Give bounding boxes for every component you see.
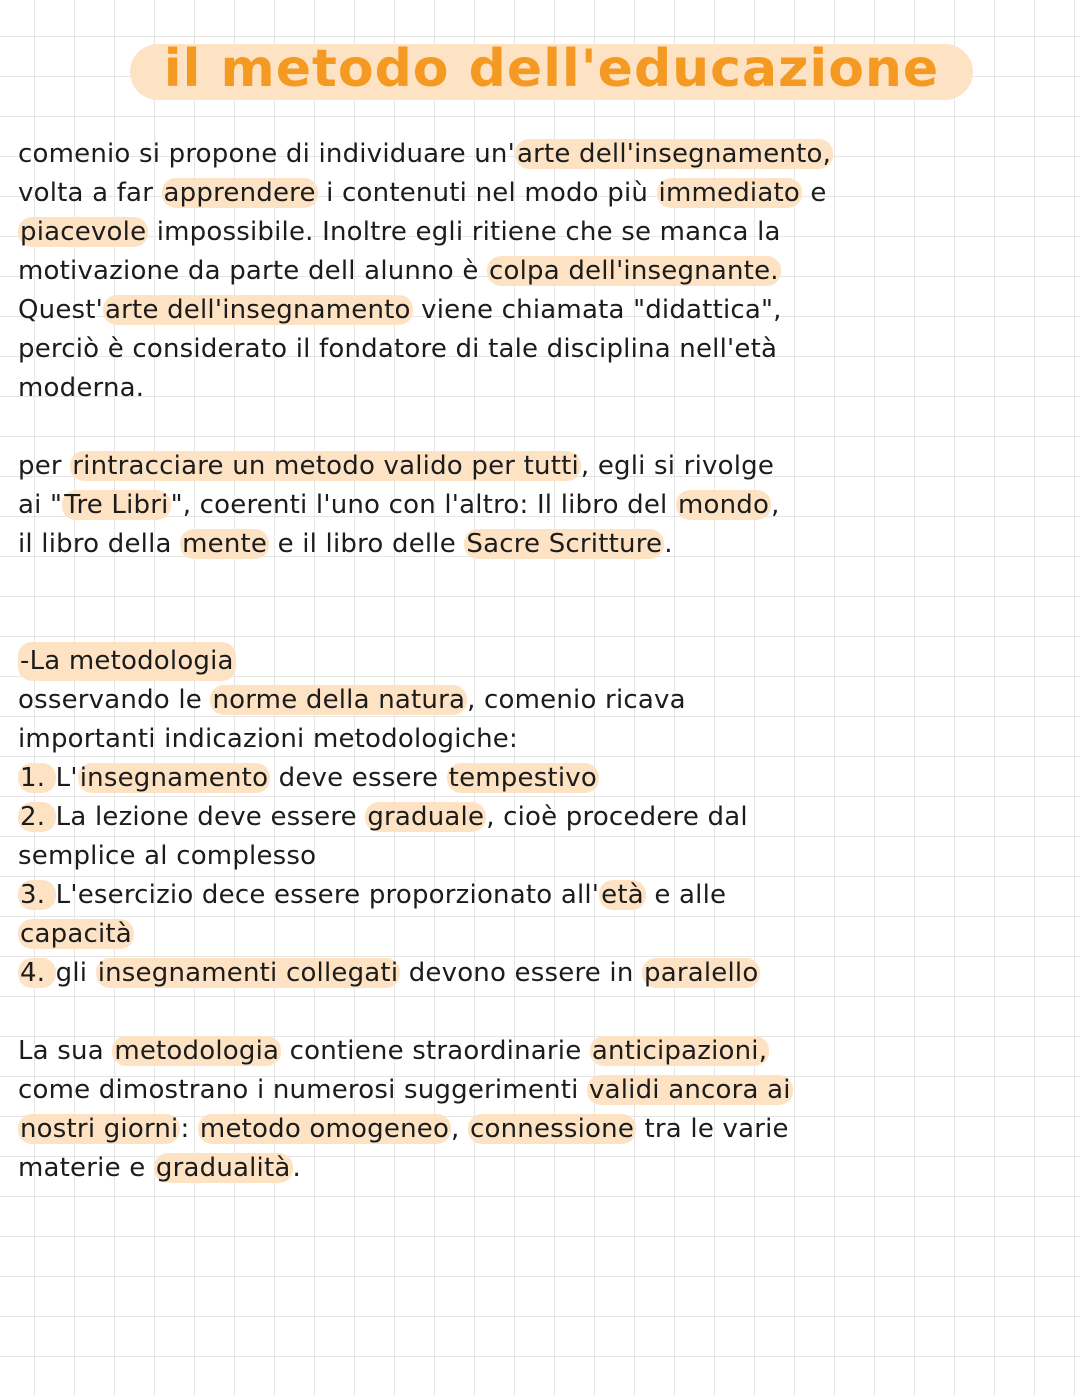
- text-segment: ai ": [18, 490, 63, 520]
- text-segment: gli: [55, 958, 96, 988]
- highlighted-text: insegnamenti collegati: [97, 958, 399, 988]
- text-segment: perciò è considerato il fondatore di tale disciplina nell'età: [18, 334, 778, 364]
- title-banner: [130, 39, 973, 100]
- highlighted-text: apprendere: [163, 178, 316, 208]
- highlighted-text: arte dell'insegnamento: [105, 295, 411, 325]
- text-segment: motivazione da parte dell alunno è: [18, 256, 488, 286]
- text-segment: L'esercizio dece essere proporzionato all': [55, 880, 600, 910]
- text-segment: viene chiamata "didattica",: [412, 295, 782, 325]
- text-line: [18, 837, 1068, 876]
- text-segment: per: [18, 451, 71, 481]
- highlighted-text: Tre Libri: [64, 490, 169, 520]
- text-line: [18, 213, 1068, 252]
- highlighted-text: 1.: [20, 763, 54, 793]
- text-line: [18, 720, 1068, 759]
- page-title: il metodo dell'educazione: [163, 39, 940, 99]
- text-line: [18, 447, 1068, 486]
- text-segment: e il libro delle: [269, 529, 465, 559]
- text-line: [18, 525, 1068, 564]
- text-segment: ", coerenti l'uno con l'altro: Il libro del: [170, 490, 676, 520]
- highlighted-text: mente: [182, 529, 268, 559]
- highlighted-text: rintracciare un metodo valido per tutti: [72, 451, 579, 481]
- metodologia-heading-line: [18, 642, 1068, 681]
- highlighted-text: graduale: [367, 802, 485, 832]
- text-segment: tra le varie: [636, 1114, 789, 1144]
- text-segment: volta a far: [18, 178, 162, 208]
- text-segment: , comenio ricava: [467, 685, 686, 715]
- highlighted-text: connessione: [469, 1114, 635, 1144]
- text-segment: come dimostrano i numerosi suggerimenti: [18, 1075, 588, 1105]
- text-segment: deve essere: [270, 763, 447, 793]
- text-line: [18, 135, 1068, 174]
- text-segment: .: [292, 1153, 301, 1183]
- text-line: [18, 174, 1068, 213]
- text-segment: materie e: [18, 1153, 154, 1183]
- highlighted-text: 2.: [20, 802, 54, 832]
- highlighted-text: insegnamento: [79, 763, 269, 793]
- text-segment: e: [801, 178, 827, 208]
- text-line: [18, 954, 1068, 993]
- notes-body: [18, 135, 1068, 1188]
- text-segment: ,: [771, 490, 780, 520]
- highlighted-text: metodologia: [114, 1036, 280, 1066]
- text-line: [18, 369, 1068, 408]
- highlighted-text: metodo omogeneo: [199, 1114, 450, 1144]
- text-segment: , egli si rivolge: [580, 451, 775, 481]
- highlighted-text: 4.: [20, 958, 54, 988]
- metodologia-heading: -La metodologia: [18, 642, 236, 681]
- highlighted-text: età: [601, 880, 644, 910]
- highlighted-text: piacevole: [20, 217, 147, 247]
- highlighted-text: paralello: [644, 958, 759, 988]
- text-segment: La sua: [18, 1036, 113, 1066]
- text-segment: comenio si propone di individuare un': [18, 139, 515, 169]
- text-segment: La lezione deve essere: [55, 802, 366, 832]
- text-segment: importanti indicazioni metodologiche:: [18, 724, 518, 754]
- highlighted-text: mondo: [677, 490, 770, 520]
- text-line: [18, 330, 1068, 369]
- conclusione-paragraph: [18, 1032, 1068, 1188]
- highlighted-text: immediato: [658, 178, 800, 208]
- text-segment: , cioè procedere dal: [486, 802, 748, 832]
- highlighted-text: gradualità: [155, 1153, 291, 1183]
- highlighted-text: norme della natura: [212, 685, 466, 715]
- highlighted-text: validi ancora ai: [589, 1075, 791, 1105]
- highlighted-text: nostri giorni: [20, 1114, 179, 1144]
- text-line: [18, 252, 1068, 291]
- highlighted-text: 3.: [20, 880, 54, 910]
- text-line: [18, 1149, 1068, 1188]
- text-line: [18, 1071, 1068, 1110]
- metodologia-list: [18, 681, 1068, 993]
- highlighted-text: colpa dell'insegnante.: [489, 256, 779, 286]
- text-segment: il libro della: [18, 529, 181, 559]
- text-segment: L': [55, 763, 78, 793]
- text-line: [18, 1032, 1068, 1071]
- text-line: [18, 486, 1068, 525]
- intro-paragraph: [18, 135, 1068, 408]
- highlighted-text: tempestivo: [448, 763, 597, 793]
- text-segment: devono essere in: [400, 958, 642, 988]
- highlighted-text: Sacre Scritture: [466, 529, 663, 559]
- text-line: [18, 681, 1068, 720]
- text-segment: impossibile. Inoltre egli ritiene che se manca la: [148, 217, 781, 247]
- libri-paragraph: [18, 447, 1068, 564]
- highlighted-text: arte dell'insegnamento,: [516, 139, 832, 169]
- highlighted-text: capacità: [20, 919, 132, 949]
- text-line: [18, 1110, 1068, 1149]
- text-segment: Quest': [18, 295, 104, 325]
- text-line: [18, 915, 1068, 954]
- text-segment: :: [180, 1114, 198, 1144]
- text-segment: ,: [451, 1114, 468, 1144]
- text-segment: osservando le: [18, 685, 211, 715]
- text-segment: .: [664, 529, 673, 559]
- text-line: [18, 876, 1068, 915]
- text-segment: semplice al complesso: [18, 841, 317, 871]
- text-segment: i contenuti nel modo più: [317, 178, 657, 208]
- text-segment: moderna.: [18, 373, 145, 403]
- text-line: [18, 798, 1068, 837]
- text-line: [18, 759, 1068, 798]
- text-segment: contiene straordinarie: [281, 1036, 590, 1066]
- text-segment: e alle: [645, 880, 727, 910]
- highlighted-text: anticipazioni,: [591, 1036, 768, 1066]
- text-line: [18, 291, 1068, 330]
